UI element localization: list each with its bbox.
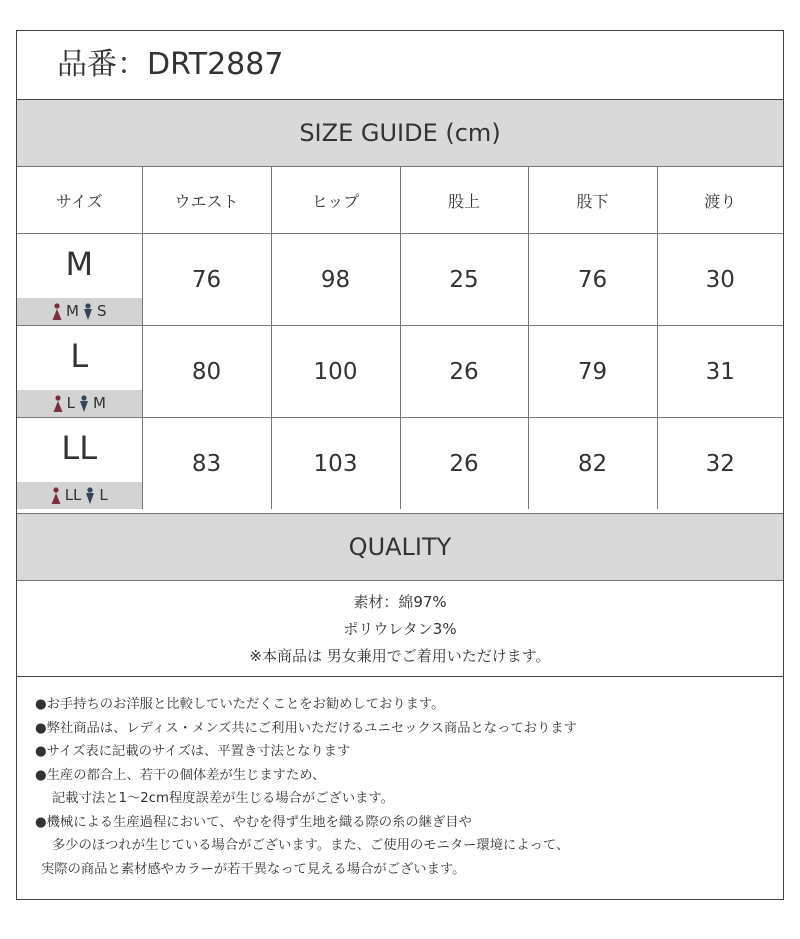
- note-line: ●弊社商品は、レディス・メンズ共にご利用いただけるユニセックス商品となっております: [35, 720, 577, 736]
- note-line: ●お手持ちのお洋服と比較していただくことをお勧めしております。: [35, 697, 445, 712]
- size-guide-header: SIZE GUIDE (cm): [17, 100, 783, 167]
- note-line: 実際の商品と素材感やカラーが若干異なって見える場合がございます。: [41, 861, 466, 877]
- women-icon: [53, 395, 63, 413]
- thigh-value: 30: [657, 234, 783, 326]
- product-code: 品番：DRT2887: [57, 47, 284, 82]
- rise-value: 25: [400, 234, 528, 326]
- note-line: ●生産の都合上、若干の個体差が生じますため、: [35, 767, 326, 783]
- note-line: 多少のほつれが生じている場合がございます。また、ご使用のモニター環境によって、: [52, 838, 570, 853]
- men-icon: [79, 395, 89, 413]
- column-header-inseam: 股下: [528, 167, 657, 234]
- men-size: L: [99, 486, 108, 504]
- gender-size-equivalents: [17, 482, 142, 509]
- hip-value: 100: [271, 326, 400, 418]
- women-size: L: [66, 394, 75, 412]
- inseam-value: 79: [528, 326, 657, 418]
- quality-header: QUALITY: [17, 513, 783, 581]
- inseam-value: 76: [528, 234, 657, 326]
- waist-value: 83: [142, 418, 271, 510]
- size-row-ll: [17, 418, 783, 510]
- note-line: 記載寸法と1～2cm程度誤差が生じる場合がございます。: [52, 791, 394, 806]
- size-label-cell: [17, 234, 142, 326]
- gender-size-equivalents: [17, 390, 142, 417]
- size-label: L: [70, 337, 89, 375]
- size-label-cell: [17, 326, 142, 418]
- men-size: M: [92, 394, 106, 412]
- women-size: LL: [64, 486, 82, 504]
- note-line: ●機械による生産過程において、やむを得ず生地を織る際の糸の継ぎ目や: [35, 814, 472, 830]
- hip-value: 98: [271, 234, 400, 326]
- rise-value: 26: [400, 418, 528, 510]
- rise-value: 26: [400, 326, 528, 418]
- gender-size-equivalents: [17, 298, 142, 325]
- men-size: S: [96, 302, 107, 320]
- quality-details: [17, 581, 783, 677]
- waist-value: 76: [142, 234, 271, 326]
- column-header-hip: ヒップ: [271, 167, 400, 234]
- inseam-value: 82: [528, 418, 657, 510]
- material-line: ポリウレタン3%: [343, 620, 457, 638]
- size-row-m: [17, 234, 783, 326]
- women-size: M: [66, 302, 79, 320]
- thigh-value: 31: [657, 326, 783, 418]
- column-header-size: サイズ: [17, 167, 142, 234]
- women-icon: [51, 487, 61, 505]
- men-icon: [85, 487, 95, 505]
- unisex-note: ※本商品は 男女兼用でご着用いただけます。: [249, 647, 551, 665]
- size-table-header-row: [17, 167, 783, 234]
- size-table: [17, 167, 783, 509]
- notes-list: [35, 693, 775, 881]
- men-icon: [83, 303, 93, 321]
- size-label: M: [65, 245, 94, 283]
- column-header-rise: 股上: [400, 167, 528, 234]
- hip-value: 103: [271, 418, 400, 510]
- waist-value: 80: [142, 326, 271, 418]
- material-line: 素材：綿97%: [353, 593, 447, 611]
- size-label-cell: [17, 418, 142, 510]
- column-header-waist: ウエスト: [142, 167, 271, 234]
- thigh-value: 32: [657, 418, 783, 510]
- column-header-thigh: 渡り: [657, 167, 783, 234]
- note-line: ●サイズ表に記載のサイズは、平置き寸法となります: [35, 744, 351, 759]
- size-chart-frame: [16, 30, 784, 900]
- product-code-row: [17, 31, 783, 100]
- women-icon: [52, 303, 62, 321]
- size-label: LL: [61, 429, 98, 467]
- size-row-l: [17, 326, 783, 418]
